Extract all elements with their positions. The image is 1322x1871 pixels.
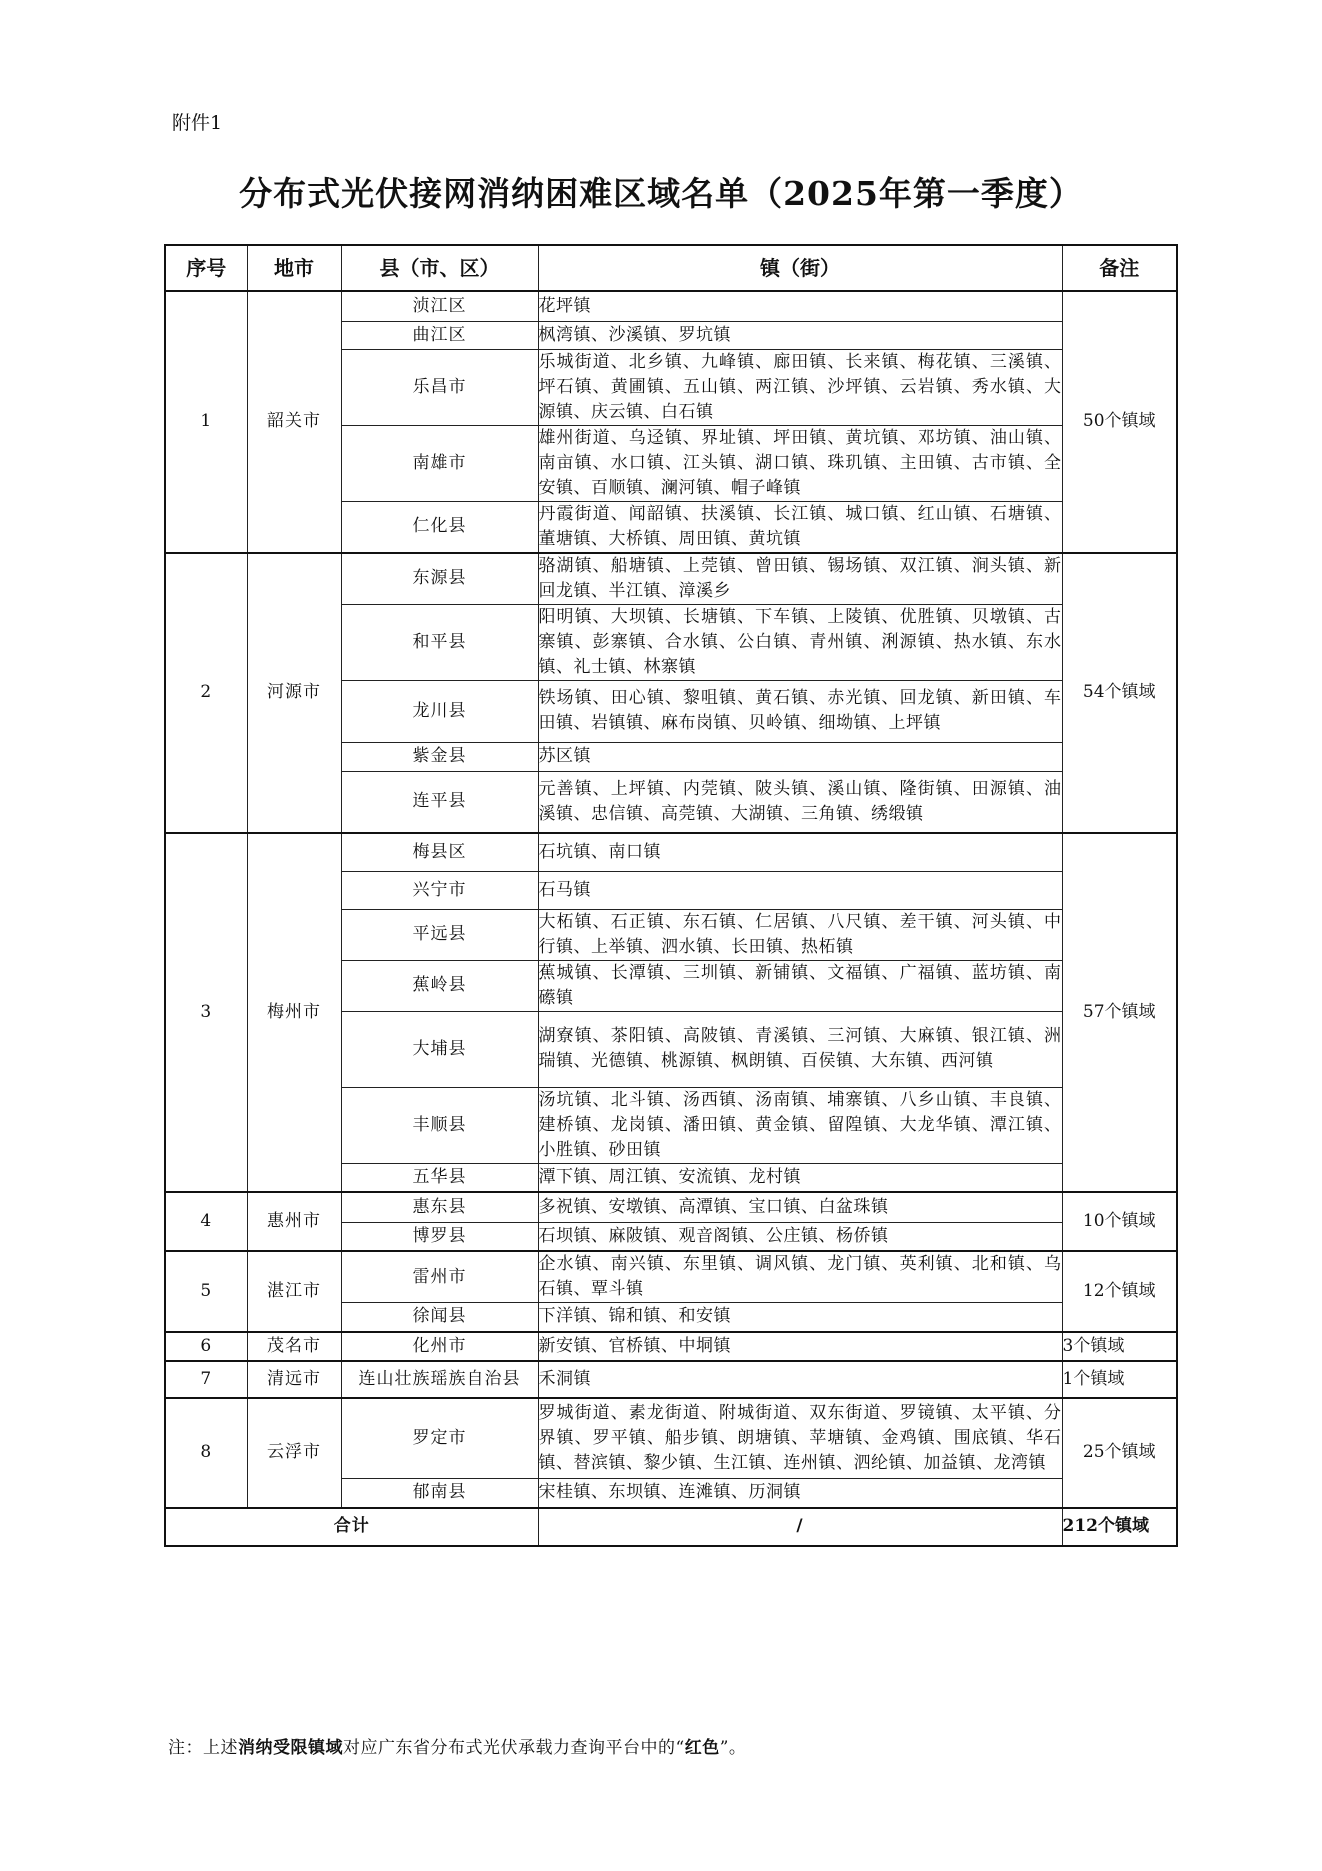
city-name: 云浮市 bbox=[247, 1398, 341, 1508]
county-name: 和平县 bbox=[341, 604, 538, 680]
county-name: 郁南县 bbox=[341, 1479, 538, 1508]
town-list: 新安镇、官桥镇、中垌镇 bbox=[538, 1332, 1062, 1361]
town-list: 企水镇、南兴镇、东里镇、调风镇、龙门镇、英利镇、北和镇、乌石镇、覃斗镇 bbox=[538, 1251, 1062, 1303]
county-name: 博罗县 bbox=[341, 1222, 538, 1251]
table-row bbox=[165, 291, 1177, 321]
total-label: 合计 bbox=[165, 1508, 538, 1546]
total-note: 212个镇域 bbox=[1062, 1508, 1177, 1546]
row-number: 7 bbox=[165, 1361, 247, 1398]
header-county: 县（市、区） bbox=[341, 245, 538, 291]
town-list: 下洋镇、锦和镇、和安镇 bbox=[538, 1303, 1062, 1332]
header-city: 地市 bbox=[247, 245, 341, 291]
town-list: 蕉城镇、长潭镇、三圳镇、新铺镇、文福镇、广福镇、蓝坊镇、南礤镇 bbox=[538, 960, 1062, 1011]
table-body bbox=[165, 291, 1177, 1508]
county-name: 化州市 bbox=[341, 1332, 538, 1361]
footnote-emphasis-restricted: 消纳受限镇域 bbox=[238, 1738, 343, 1758]
table-row bbox=[165, 553, 1177, 605]
row-number: 2 bbox=[165, 553, 247, 834]
county-name: 浈江区 bbox=[341, 291, 538, 321]
town-count-note: 50个镇域 bbox=[1062, 291, 1177, 553]
town-count-note: 1个镇域 bbox=[1062, 1361, 1177, 1398]
county-name: 兴宁市 bbox=[341, 871, 538, 909]
county-name: 徐闻县 bbox=[341, 1303, 538, 1332]
row-number: 8 bbox=[165, 1398, 247, 1508]
row-number: 3 bbox=[165, 833, 247, 1192]
county-name: 五华县 bbox=[341, 1163, 538, 1192]
table-row bbox=[165, 1251, 1177, 1303]
table-row bbox=[165, 1361, 1177, 1398]
town-list: 丹霞街道、闻韶镇、扶溪镇、长江镇、城口镇、红山镇、石塘镇、董塘镇、大桥镇、周田镇、黄坑镇 bbox=[538, 501, 1062, 553]
header-note: 备注 bbox=[1062, 245, 1177, 291]
town-list: 湖寮镇、茶阳镇、高陂镇、青溪镇、三河镇、大麻镇、银江镇、洲瑞镇、光德镇、桃源镇、枫朗镇、百侯镇、大东镇、西河镇 bbox=[538, 1011, 1062, 1087]
county-name: 乐昌市 bbox=[341, 349, 538, 425]
county-name: 连平县 bbox=[341, 771, 538, 833]
county-name: 蕉岭县 bbox=[341, 960, 538, 1011]
town-count-note: 3个镇域 bbox=[1062, 1332, 1177, 1361]
county-name: 仁化县 bbox=[341, 501, 538, 553]
town-list: 潭下镇、周江镇、安流镇、龙村镇 bbox=[538, 1163, 1062, 1192]
town-list: 雄州街道、乌迳镇、界址镇、坪田镇、黄坑镇、邓坊镇、油山镇、南亩镇、水口镇、江头镇、湖口镇、珠玑镇、主田镇、古市镇、全安镇、百顺镇、澜河镇、帽子峰镇 bbox=[538, 425, 1062, 501]
county-name: 丰顺县 bbox=[341, 1087, 538, 1163]
footnote-emphasis-red: 红色 bbox=[684, 1738, 720, 1758]
town-list: 枫湾镇、沙溪镇、罗坑镇 bbox=[538, 321, 1062, 349]
county-name: 东源县 bbox=[341, 553, 538, 605]
district-table bbox=[164, 244, 1178, 1547]
county-name: 惠东县 bbox=[341, 1192, 538, 1222]
town-count-note: 25个镇域 bbox=[1062, 1398, 1177, 1508]
city-name: 茂名市 bbox=[247, 1332, 341, 1361]
county-name: 大埔县 bbox=[341, 1011, 538, 1087]
footnote bbox=[168, 1733, 746, 1758]
city-name: 河源市 bbox=[247, 553, 341, 834]
town-list: 铁场镇、田心镇、黎咀镇、黄石镇、赤光镇、回龙镇、新田镇、车田镇、岩镇镇、麻布岗镇、贝岭镇、细坳镇、上坪镇 bbox=[538, 680, 1062, 742]
table-row bbox=[165, 1398, 1177, 1479]
town-list: 骆湖镇、船塘镇、上莞镇、曾田镇、锡场镇、双江镇、涧头镇、新回龙镇、半江镇、漳溪乡 bbox=[538, 553, 1062, 605]
county-name: 南雄市 bbox=[341, 425, 538, 501]
county-name: 罗定市 bbox=[341, 1398, 538, 1479]
town-list: 大柘镇、石正镇、东石镇、仁居镇、八尺镇、差干镇、河头镇、中行镇、上举镇、泗水镇、长田镇、热柘镇 bbox=[538, 909, 1062, 960]
county-name: 龙川县 bbox=[341, 680, 538, 742]
city-name: 惠州市 bbox=[247, 1192, 341, 1251]
town-list: 汤坑镇、北斗镇、汤西镇、汤南镇、埔寨镇、八乡山镇、丰良镇、建桥镇、龙岗镇、潘田镇、黄金镇、留隍镇、大龙华镇、潭江镇、小胜镇、砂田镇 bbox=[538, 1087, 1062, 1163]
county-name: 雷州市 bbox=[341, 1251, 538, 1303]
town-list: 阳明镇、大坝镇、长塘镇、下车镇、上陵镇、优胜镇、贝墩镇、古寨镇、彭寨镇、合水镇、公白镇、青州镇、浰源镇、热水镇、东水镇、礼士镇、林寨镇 bbox=[538, 604, 1062, 680]
table-row bbox=[165, 1332, 1177, 1361]
town-list: 石坝镇、麻陂镇、观音阁镇、公庄镇、杨侨镇 bbox=[538, 1222, 1062, 1251]
row-number: 1 bbox=[165, 291, 247, 553]
footnote-prefix: 注：上述 bbox=[168, 1738, 238, 1758]
town-list: 宋桂镇、东坝镇、连滩镇、历洞镇 bbox=[538, 1479, 1062, 1508]
total-towns: / bbox=[538, 1508, 1062, 1546]
footnote-middle: 对应广东省分布式光伏承载力查询平台中的“ bbox=[343, 1738, 685, 1758]
county-name: 连山壮族瑶族自治县 bbox=[341, 1361, 538, 1398]
town-list: 罗城街道、素龙街道、附城街道、双东街道、罗镜镇、太平镇、分界镇、罗平镇、船步镇、朗塘镇、苹塘镇、金鸡镇、围底镇、华石镇、替滨镇、黎少镇、生江镇、连州镇、泗纶镇、加益镇、龙湾镇 bbox=[538, 1398, 1062, 1479]
town-list: 禾洞镇 bbox=[538, 1361, 1062, 1398]
town-count-note: 57个镇域 bbox=[1062, 833, 1177, 1192]
attachment-label: 附件1 bbox=[172, 112, 223, 134]
town-list: 花坪镇 bbox=[538, 291, 1062, 321]
city-name: 清远市 bbox=[247, 1361, 341, 1398]
town-list: 乐城街道、北乡镇、九峰镇、廊田镇、长来镇、梅花镇、三溪镇、坪石镇、黄圃镇、五山镇、两江镇、沙坪镇、云岩镇、秀水镇、大源镇、庆云镇、白石镇 bbox=[538, 349, 1062, 425]
town-list: 苏区镇 bbox=[538, 742, 1062, 771]
footnote-suffix: ”。 bbox=[719, 1738, 747, 1758]
city-name: 韶关市 bbox=[247, 291, 341, 553]
header-towns: 镇（街） bbox=[538, 245, 1062, 291]
town-list: 石坑镇、南口镇 bbox=[538, 833, 1062, 871]
table-header-row bbox=[165, 245, 1177, 291]
row-number: 6 bbox=[165, 1332, 247, 1361]
town-count-note: 54个镇域 bbox=[1062, 553, 1177, 834]
header-no: 序号 bbox=[165, 245, 247, 291]
town-count-note: 12个镇域 bbox=[1062, 1251, 1177, 1332]
total-row bbox=[165, 1508, 1177, 1546]
town-count-note: 10个镇域 bbox=[1062, 1192, 1177, 1251]
page-title: 分布式光伏接网消纳困难区域名单（2025年第一季度） bbox=[239, 174, 1083, 213]
row-number: 5 bbox=[165, 1251, 247, 1332]
town-list: 元善镇、上坪镇、内莞镇、陂头镇、溪山镇、隆街镇、田源镇、油溪镇、忠信镇、高莞镇、大湖镇、三角镇、绣缎镇 bbox=[538, 771, 1062, 833]
city-name: 湛江市 bbox=[247, 1251, 341, 1332]
town-list: 石马镇 bbox=[538, 871, 1062, 909]
city-name: 梅州市 bbox=[247, 833, 341, 1192]
table-row bbox=[165, 1192, 1177, 1222]
table-row bbox=[165, 833, 1177, 871]
row-number: 4 bbox=[165, 1192, 247, 1251]
county-name: 梅县区 bbox=[341, 833, 538, 871]
town-list: 多祝镇、安墩镇、高潭镇、宝口镇、白盆珠镇 bbox=[538, 1192, 1062, 1222]
county-name: 曲江区 bbox=[341, 321, 538, 349]
county-name: 紫金县 bbox=[341, 742, 538, 771]
county-name: 平远县 bbox=[341, 909, 538, 960]
